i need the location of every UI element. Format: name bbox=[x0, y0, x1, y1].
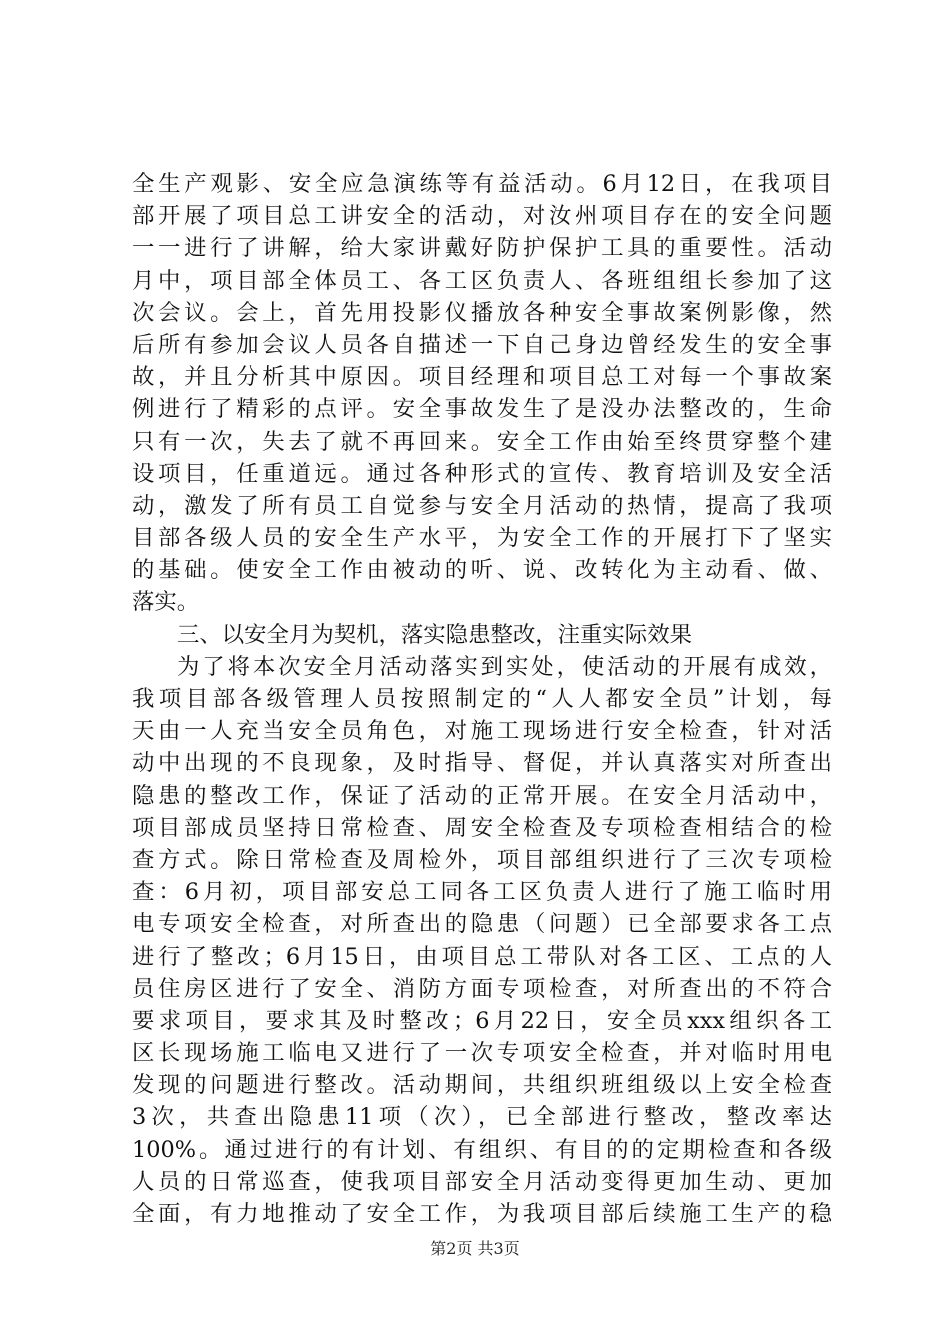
text-line: 查方式。除日常检查及周检外，项目部组织进行了三次专项检 bbox=[132, 846, 832, 873]
text-line: 月中，项目部全体员工、各工区负责人、各班组组长参加了这 bbox=[132, 267, 832, 294]
text-line: 人员的日常巡查，使我项目部安全月活动变得更加生动、更加 bbox=[132, 1168, 832, 1195]
text-line: 我项目部各级管理人员按照制定的“人人都安全员”计划，每 bbox=[132, 686, 832, 712]
text-line: 全面，有力地推动了安全工作，为我项目部后续施工生产的稳 bbox=[132, 1201, 832, 1227]
text-line: 电专项安全检查，对所查出的隐患（问题）已全部要求各工点 bbox=[132, 911, 832, 938]
text-line: 只有一次，失去了就不再回来。安全工作由始至终贯穿整个建 bbox=[132, 428, 832, 455]
page-number-footer: 第2页 共3页 bbox=[430, 1239, 520, 1258]
section-heading: 三、以安全月为契机，落实隐患整改，注重实际效果 bbox=[177, 621, 692, 648]
text-line: 后所有参加会议人员各自描述一下自己身边曾经发生的安全事 bbox=[132, 331, 832, 358]
text-line: 一一进行了讲解，给大家讲戴好防护保护工具的重要性。活动 bbox=[132, 235, 832, 262]
text-line: 查：6月初，项目部安总工同各工区负责人进行了施工临时用 bbox=[132, 879, 832, 906]
text-line: 全生产观影、安全应急演练等有益活动。6月12日，在我项目 bbox=[132, 171, 832, 197]
text-line: 为了将本次安全月活动落实到实处，使活动的开展有成效， bbox=[177, 653, 832, 680]
text-line: 项目部成员坚持日常检查、周安全检查及专项检查相结合的检 bbox=[132, 814, 832, 841]
text-line: 天由一人充当安全员角色，对施工现场进行安全检查，针对活 bbox=[132, 718, 832, 745]
text-line: 进行了整改；6月15日，由项目总工带队对各工区、工点的人 bbox=[132, 943, 832, 970]
text-line: 100%。通过进行的有计划、有组织、有目的的定期检查和各级 bbox=[132, 1136, 832, 1163]
text-line: 区长现场施工临电又进行了一次专项安全检查，并对临时用电 bbox=[132, 1040, 832, 1067]
text-line: 发现的问题进行整改。活动期间，共组织班组级以上安全检查 bbox=[132, 1072, 832, 1099]
text-line: 落实。 bbox=[132, 589, 200, 616]
text-line: 隐患的整改工作，保证了活动的正常开展。在安全月活动中， bbox=[132, 782, 832, 809]
text-line: 3次，共查出隐患11项（次），已全部进行整改，整改率达 bbox=[132, 1104, 832, 1131]
text-line: 故，并且分析其中原因。项目经理和项目总工对每一个事故案 bbox=[132, 364, 832, 391]
text-line: 设项目，任重道远。通过各种形式的宣传、教育培训及安全活 bbox=[132, 460, 832, 487]
text-line: 员住房区进行了安全、消防方面专项检查，对所查出的不符合 bbox=[132, 975, 832, 1002]
text-line: 次会议。会上，首先用投影仪播放各种安全事故案例影像，然 bbox=[132, 299, 832, 326]
text-line: 要求项目，要求其及时整改；6月22日，安全员xxx组织各工 bbox=[132, 1007, 832, 1034]
text-line: 动中出现的不良现象，及时指导、督促，并认真落实对所查出 bbox=[132, 750, 832, 777]
text-line: 目部各级人员的安全生产水平，为安全工作的开展打下了坚实 bbox=[132, 525, 832, 552]
text-line: 动，激发了所有员工自觉参与安全月活动的热情，提高了我项 bbox=[132, 492, 832, 519]
document-body bbox=[132, 168, 832, 1230]
text-line: 的基础。使安全工作由被动的听、说、改转化为主动看、做、 bbox=[132, 557, 832, 584]
text-line: 例进行了精彩的点评。安全事故发生了是没办法整改的，生命 bbox=[132, 396, 832, 423]
text-line: 部开展了项目总工讲安全的活动，对汝州项目存在的安全问题 bbox=[132, 203, 832, 230]
